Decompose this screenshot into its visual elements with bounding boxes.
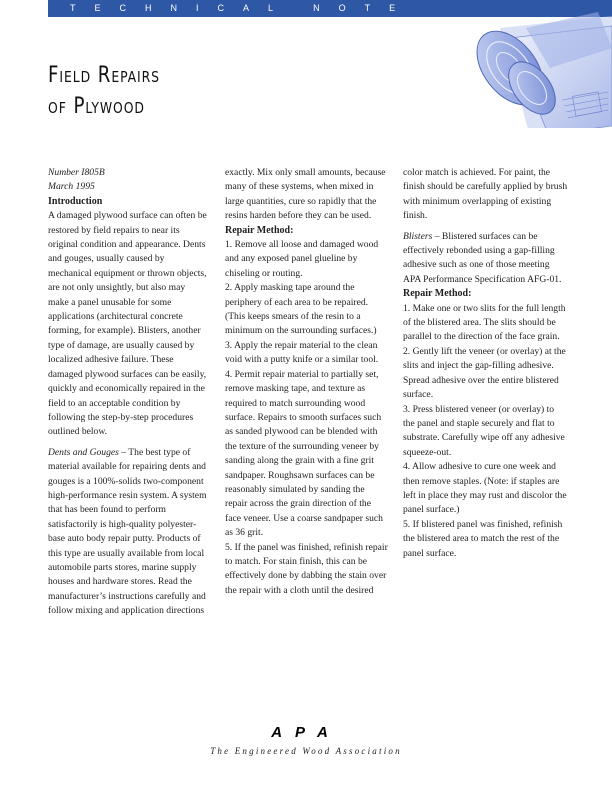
blisters-paragraph (403, 230, 568, 288)
column-2 (225, 166, 388, 598)
blisters-step-4: 4. Allow adhesive to cure one week and then remove staples. (Note: if staples are left in place they may rust and discolor the panel surface.) (403, 461, 567, 516)
apa-logo-text: APA (271, 724, 341, 741)
dents-step-3: 3. Apply the repair material to the clean void with a putty knife or a similar tool. (225, 339, 379, 366)
apa-tagline: The Engineered Wood Association (210, 746, 402, 756)
column-3 (403, 166, 568, 561)
column-3-continuation: color match is achieved. For paint, the finish should be carefully applied by brush with minimum overlapping of existing finish. (403, 167, 568, 222)
introduction-heading: Introduction (48, 195, 103, 207)
banner-label: TECHNICAL NOTE (70, 3, 415, 13)
dents-repair-method-heading: Repair Method: (225, 224, 294, 236)
title-line-1: Field Repairs (48, 63, 160, 88)
title-line-2: of Plywood (48, 94, 145, 119)
dents-lead: Dents and Gouges (48, 446, 119, 458)
blisters-step-3: 3. Press blistered veneer (or overlay) to the panel and staple securely and flat to substrate. Carefully wipe off any adhesive squeeze-out. (403, 403, 565, 458)
blisters-repair-method-heading: Repair Method: (403, 288, 472, 300)
dents-paragraph (48, 446, 208, 619)
blisters-step-2: 2. Gently lift the veneer (or overlay) at the slits and inject the gap-filling adhesive. Spread adhesive over the entire blistered surface. (403, 345, 566, 401)
dents-step-4: 4. Permit repair material to partially set, remove masking tape, and texture as required to match surrounding wood surface. Repairs to smooth surfaces such as sanded plywood can be blended with the texture of the surrounding veneer by sanding along the grain with a fine grit sandpaper. Roughsawn surfaces can be reasonably simulated by sanding the repair across the grain direction of the face veneer. Use a coarse sandpaper such as 36 grit. (225, 368, 383, 539)
document-number: Number I805B (48, 167, 105, 178)
blisters-step-1: 1. Make one or two slits for the full length of the blistered area. The slits should be parallel to the direction of the face grain. (403, 302, 566, 343)
blisters-body: – Blistered surfaces can be effectively rebonded using a gap-filling adhesive such as one of those meeting APA Performance Specification AFG-01. (403, 230, 562, 285)
column-1 (48, 166, 208, 619)
blisters-lead: Blisters (403, 230, 433, 242)
dents-body: – The best type of material available for repairing dents and gouges is a 100%-solids two-component high-performance resin system. A system that has been found to perform satisfactorily is high-quality polyester-base auto body repair putty. Products of this type are usually available from local automobile parts stores, marine supply houses and hardware stores. Read the manufacturer’s instructions carefully and follow mixing and application directions (48, 446, 207, 617)
dents-step-1: 1. Remove all loose and damaged wood and any exposed panel glueline by chiseling or routing. (225, 239, 379, 279)
document-date: March 1995 (48, 181, 95, 193)
introduction-paragraph: A damaged plywood surface can often be restored by field repairs to near its original condition and appearance. Dents and gouges, usually caused by mechanical equipment or thrown objects, are not only unsightly, but also may make a panel unusable for some applications (architectural concrete forming, for example). Blisters, another type of damage, are usually caused by localized adhesive failure. These damaged plywood surfaces can be easily, quickly and economically repaired in the field to an acceptable condition by following the step-by-step procedures outlined below. (48, 210, 207, 438)
blueprint-rolls-illustration (470, 8, 612, 128)
document-title (48, 60, 170, 122)
blisters-step-5: 5. If blistered panel was finished, refinish the blistered area to match the rest of the panel surface. (403, 518, 563, 559)
dents-step-5: 5. If the panel was finished, refinish repair to match. For stain finish, this can be effectively done by dabbing the stain over the repair with a cloth until the desired (225, 541, 388, 596)
dents-step-2: 2. Apply masking tape around the periphery of each area to be repaired. (This keeps smears of the resin to a minimum on the surrounding surfaces.) (225, 282, 377, 337)
column-2-continuation: exactly. Mix only small amounts, because many of these systems, when mixed in large quantities, cure so rapidly that the resins harden before they can be used. (225, 167, 386, 222)
